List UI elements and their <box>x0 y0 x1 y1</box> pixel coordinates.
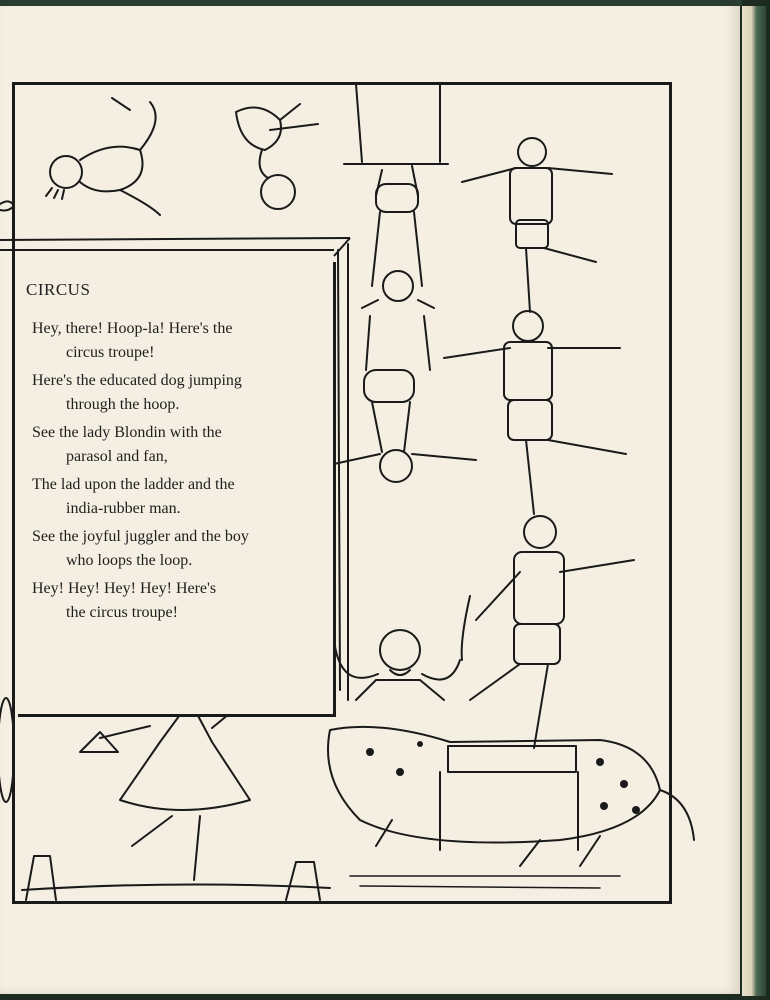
poem-title: CIRCUS <box>26 280 91 299</box>
poem-line-5: See the lady Blondin with the <box>32 424 222 441</box>
poem-line-10: who loops the loop. <box>66 552 193 569</box>
poem-line-7: The lad upon the ladder and the <box>32 476 235 493</box>
poem-line-2: circus troupe! <box>66 344 155 361</box>
poem-line-12: the circus troupe! <box>66 604 178 621</box>
poem-line-6: parasol and fan, <box>66 448 168 465</box>
poem-line-1: Hey, there! Hoop-la! Here's the <box>32 320 233 337</box>
poem-line-8: india-rubber man. <box>66 500 181 517</box>
poem-line-4: through the hoop. <box>66 396 180 413</box>
poem-panel <box>18 262 336 717</box>
poem-line-3: Here's the educated dog jumping <box>32 372 242 389</box>
poem-line-9: See the joyful juggler and the boy <box>32 528 249 545</box>
poem-line-11: Hey! Hey! Hey! Hey! Here's <box>32 580 217 597</box>
